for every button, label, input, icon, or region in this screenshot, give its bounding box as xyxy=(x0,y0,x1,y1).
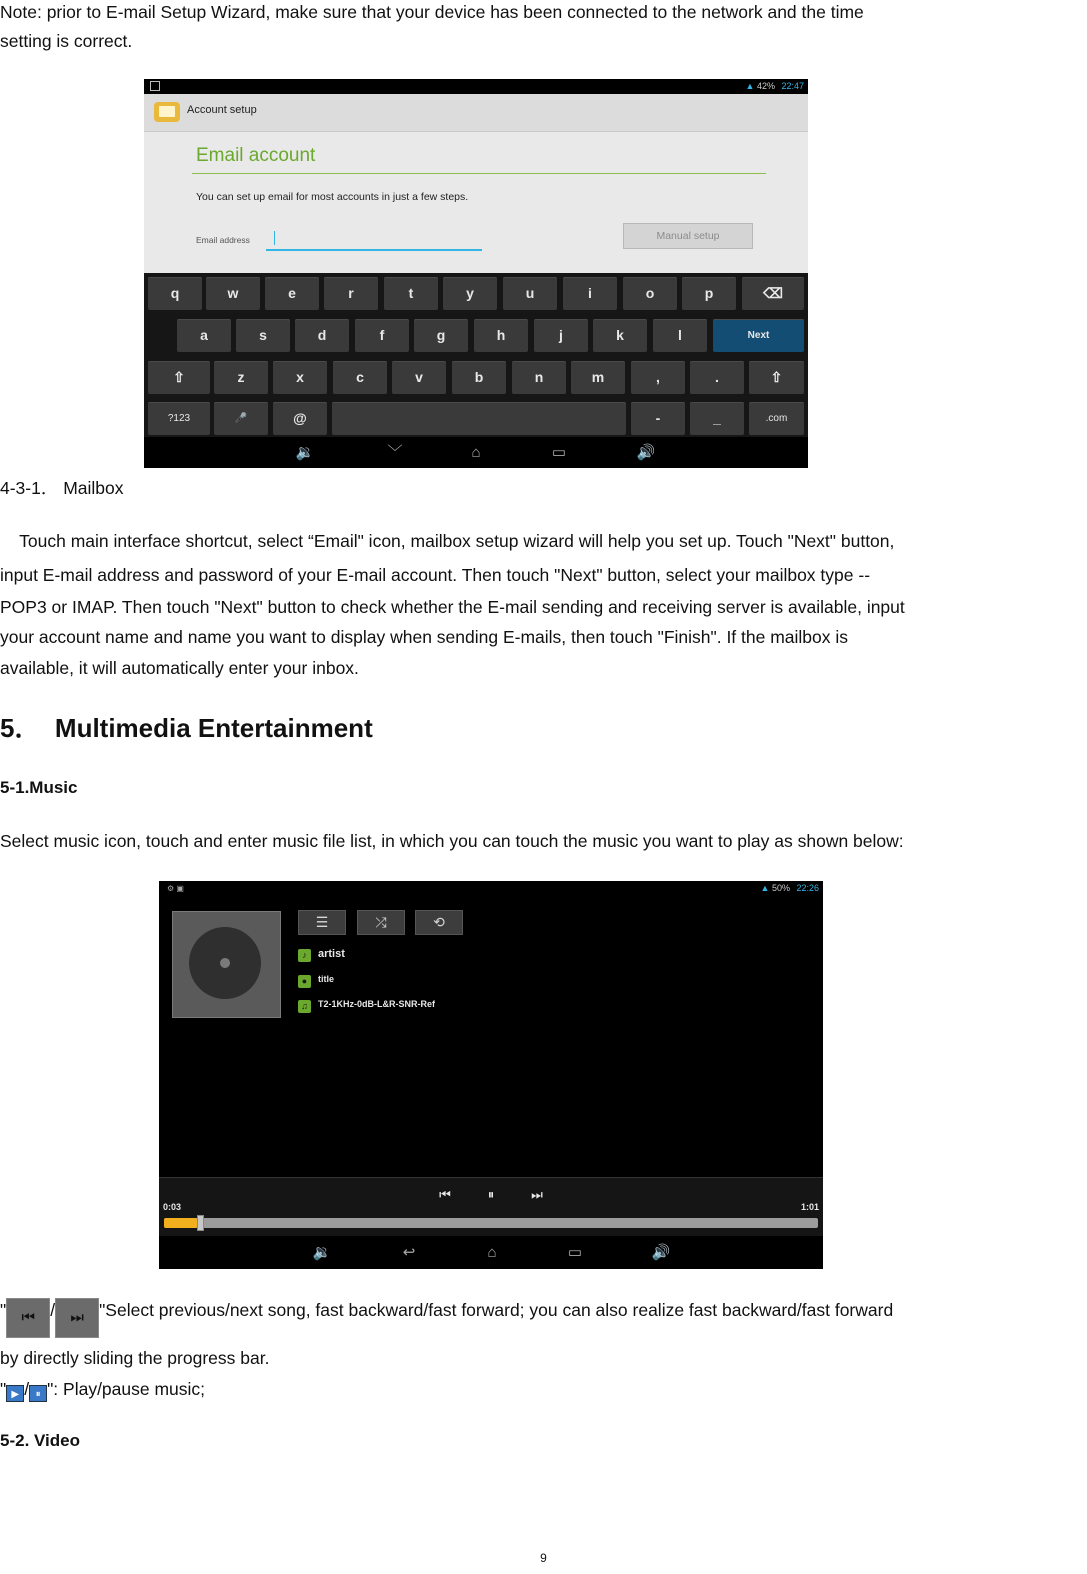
wifi-icon: ▲ xyxy=(760,883,770,893)
dash-key[interactable]: - xyxy=(631,402,685,435)
action-bar-title: Account setup xyxy=(187,104,257,116)
battery-level: 42% xyxy=(756,81,775,91)
battery-level: 50% xyxy=(771,883,790,893)
dotcom-key[interactable]: .com xyxy=(749,402,804,435)
text-cursor xyxy=(274,231,275,245)
status-time: 22:26 xyxy=(796,883,819,893)
soft-keyboard xyxy=(144,273,808,437)
next-icon: ⏭ xyxy=(55,1298,99,1338)
key-period[interactable]: . xyxy=(690,361,744,394)
backspace-key[interactable]: ⌫ xyxy=(742,277,804,310)
key-y[interactable]: y xyxy=(443,277,497,310)
key-k[interactable]: k xyxy=(593,319,647,352)
email-address-label: Email address xyxy=(196,235,250,245)
key-u[interactable]: u xyxy=(503,277,557,310)
manual-setup-button[interactable]: Manual setup xyxy=(623,223,753,249)
next-key[interactable]: Next xyxy=(713,319,804,352)
key-m[interactable]: m xyxy=(571,361,625,394)
home-icon[interactable]: ⌂ xyxy=(471,444,481,461)
icon-description-line-2: by directly sliding the progress bar. xyxy=(0,1348,270,1368)
key-d[interactable]: d xyxy=(295,319,349,352)
at-key[interactable]: @ xyxy=(273,402,327,435)
note-line-1: Note: prior to E-mail Setup Wizard, make sure that your device has been connected to the network and the time xyxy=(0,2,864,22)
key-b[interactable]: b xyxy=(452,361,506,394)
key-o[interactable]: o xyxy=(623,277,677,310)
key-g[interactable]: g xyxy=(414,319,468,352)
key-q[interactable]: q xyxy=(148,277,202,310)
underscore-key[interactable]: _ xyxy=(690,402,744,435)
key-v[interactable]: v xyxy=(392,361,446,394)
music-player-screenshot xyxy=(159,881,823,1269)
music-subheading: 5-1.Music xyxy=(0,778,78,797)
setup-description: You can set up email for most accounts in just a few steps. xyxy=(196,191,469,203)
settings-notification-icon: ⚙ ▣ xyxy=(167,884,184,893)
key-e[interactable]: e xyxy=(265,277,319,310)
navigation-bar xyxy=(144,437,808,468)
previous-button[interactable]: ⏮ xyxy=(439,1187,451,1202)
key-j[interactable]: j xyxy=(534,319,588,352)
pause-button[interactable]: ⏸ xyxy=(487,1187,495,1202)
music-intro: Select music icon, touch and enter music file list, in which you can touch the music you want to play as shown below: xyxy=(0,831,904,851)
repeat-button[interactable]: ⟲ xyxy=(415,910,463,935)
wifi-icon: ▲ xyxy=(745,81,755,91)
next-button[interactable]: ⏭ xyxy=(531,1187,543,1202)
back-icon[interactable]: ↩ xyxy=(402,1244,416,1261)
key-l[interactable]: l xyxy=(653,319,707,352)
key-r[interactable]: r xyxy=(324,277,378,310)
recent-apps-icon[interactable]: ▭ xyxy=(551,444,567,461)
microphone-icon: ♪ xyxy=(298,949,311,962)
shift-key-right[interactable]: ⇧ xyxy=(749,361,804,394)
track-name: T2-1KHz-0dB-L&R-SNR-Ref xyxy=(318,999,435,1009)
key-n[interactable]: n xyxy=(512,361,566,394)
body-line-5: available, it will automatically enter your inbox. xyxy=(0,658,359,678)
key-h[interactable]: h xyxy=(474,319,528,352)
key-x[interactable]: x xyxy=(273,361,327,394)
space-key[interactable] xyxy=(332,402,626,435)
note-line-2: setting is correct. xyxy=(0,31,133,51)
figure-caption: 4-3-1． Mailbox xyxy=(0,478,124,498)
key-t[interactable]: t xyxy=(384,277,438,310)
album-icon: ● xyxy=(298,975,311,988)
key-s[interactable]: s xyxy=(236,319,290,352)
volume-up-icon[interactable]: 🔊 xyxy=(651,1244,671,1261)
volume-up-icon[interactable]: 🔊 xyxy=(636,444,656,461)
key-c[interactable]: c xyxy=(333,361,387,394)
status-bar xyxy=(144,79,808,94)
symbols-key[interactable]: ?123 xyxy=(148,402,210,435)
playlist-button[interactable]: ☰ xyxy=(298,910,346,935)
playback-panel xyxy=(159,1177,823,1236)
music-note-icon: ♫ xyxy=(298,1000,311,1013)
recent-apps-icon[interactable]: ▭ xyxy=(567,1244,583,1261)
key-i[interactable]: i xyxy=(563,277,617,310)
status-bar xyxy=(159,881,823,896)
artist-name: artist xyxy=(318,948,345,960)
volume-down-icon[interactable]: 🔉 xyxy=(312,1244,332,1261)
section-heading: 5． Multimedia Entertainment xyxy=(0,713,373,743)
key-comma[interactable]: , xyxy=(631,361,685,394)
page-number: 9 xyxy=(540,1551,547,1565)
elapsed-time: 0:03 xyxy=(163,1202,182,1212)
home-icon[interactable]: ⌂ xyxy=(487,1244,497,1261)
body-line-1: Touch main interface shortcut, select “Email" icon, mailbox setup wizard will help you set up. Touch "Next" button, xyxy=(0,531,895,551)
microphone-key[interactable]: 🎤 xyxy=(214,402,268,435)
gallery-notification-icon xyxy=(150,81,160,91)
volume-down-icon[interactable]: 🔉 xyxy=(295,444,315,461)
status-time: 22:47 xyxy=(781,81,804,91)
shift-key-left[interactable]: ⇧ xyxy=(148,361,210,394)
body-line-3: POP3 or IMAP. Then touch "Next" button to check whether the E-mail sending and receiving server is available, input xyxy=(0,597,905,617)
song-title: title xyxy=(318,974,335,984)
pause-icon: ⏸ xyxy=(29,1385,47,1402)
progress-thumb[interactable] xyxy=(197,1215,204,1231)
navigation-bar xyxy=(159,1237,823,1269)
heading-divider xyxy=(192,173,766,174)
body-line-2: input E-mail address and password of your E-mail account. Then touch "Next" button, select your mailbox type -- xyxy=(0,565,871,585)
key-z[interactable]: z xyxy=(214,361,268,394)
progress-fill xyxy=(164,1218,197,1228)
action-bar xyxy=(144,94,808,132)
email-account-heading: Email account xyxy=(196,145,316,166)
icon-description-line-1: " ⏮ / ⏭ "Select previous/next song, fast backward/fast forward; you can also realize fast backward/fast forward xyxy=(0,1295,893,1338)
album-art xyxy=(172,911,281,1018)
hide-keyboard-icon[interactable]: ﹀ xyxy=(387,444,403,461)
email-setup-screenshot xyxy=(144,79,808,468)
play-icon: ▶ xyxy=(6,1385,24,1402)
disc-icon xyxy=(177,915,273,1011)
video-subheading: 5-2. Video xyxy=(0,1431,80,1450)
email-address-input[interactable] xyxy=(266,229,482,251)
progress-bar[interactable] xyxy=(164,1218,818,1228)
key-w[interactable]: w xyxy=(206,277,260,310)
previous-icon: ⏮ xyxy=(6,1298,50,1338)
key-p[interactable]: p xyxy=(682,277,736,310)
total-duration: 1:01 xyxy=(800,1202,819,1212)
email-app-icon xyxy=(154,102,180,122)
key-f[interactable]: f xyxy=(355,319,409,352)
shuffle-button[interactable]: ⤮ xyxy=(357,910,405,935)
body-line-4: your account name and name you want to display when sending E-mails, then touch "Finish". If the mailbox is xyxy=(0,627,849,647)
key-a[interactable]: a xyxy=(177,319,231,352)
play-pause-description: " ▶ / ⏸ ": Play/pause music; xyxy=(0,1379,206,1400)
